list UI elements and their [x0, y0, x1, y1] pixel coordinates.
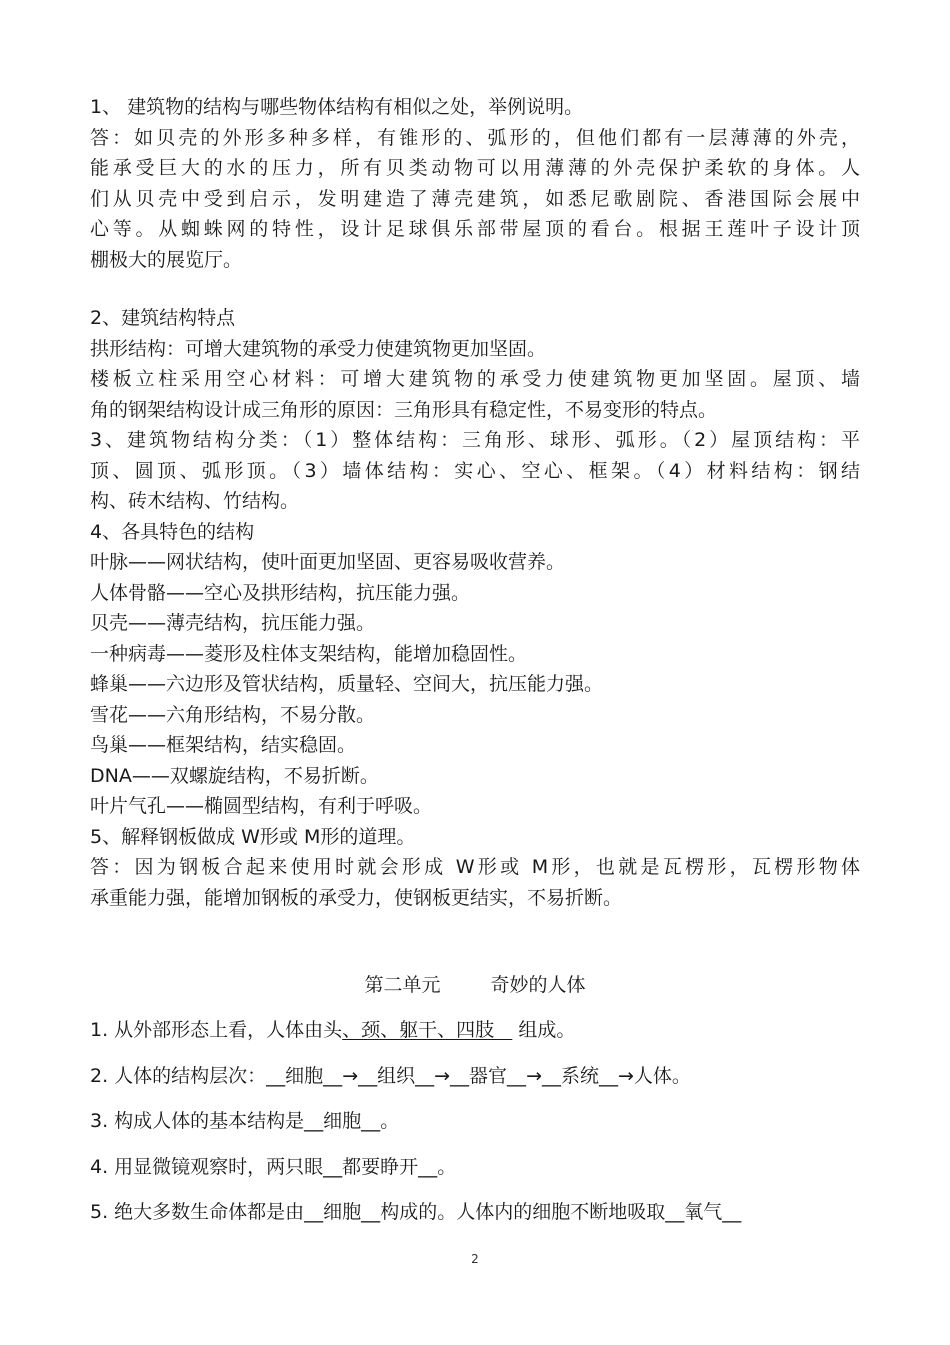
q1-answer-line-4: 心等。从蜘蛛网的特性，设计足球俱乐部带屋顶的看台。根据王莲叶子设计顶: [90, 218, 860, 240]
paragraph-gap: [90, 275, 860, 303]
unit2-q3: [90, 1106, 860, 1136]
q1-title: 1、 建筑物的结构与哪些物体结构有相似之处，举例说明。: [90, 96, 584, 118]
q4-item-snowflake: 雪花——六角形结构，不易分散。: [90, 703, 376, 726]
q4-item-bone: 人体骨骼——空心及拱形结构，抗压能力强。: [90, 581, 471, 604]
unit2-q4: [90, 1152, 860, 1182]
unit2-q2-blank-system: __系统__: [541, 1064, 618, 1087]
q4-item-honeycomb: 蜂巢——六边形及管状结构，质量轻、空间大，抗压能力强。: [90, 673, 604, 695]
unit2-q2-blank-cell: __细胞__: [266, 1064, 343, 1087]
q4-item-birds-nest: 鸟巢——框架结构，结实稳固。: [90, 734, 357, 756]
q3-line-2: 顶、圆顶、弧形顶。（3）墙体结构：实心、空心、框架。（4）材料结构：钢结: [90, 459, 860, 482]
q4-item-shell: 贝壳——薄壳结构，抗压能力强。: [90, 612, 376, 634]
q1-answer-line-1: 答：如贝壳的外形多种多样，有锥形的、弧形的，但他们都有一层薄薄的外壳，: [90, 126, 860, 149]
unit2-q4-suffix: 。: [437, 1155, 457, 1178]
q4-title: 4、各具特色的结构: [90, 520, 255, 543]
unit2-q4-text: 4. 用显微镜观察时，两只眼: [90, 1155, 324, 1178]
unit2-q5-text: 5. 绝大多数生命体都是由: [90, 1201, 305, 1223]
unit2-q1: [90, 1015, 860, 1045]
unit2-q1-blank: 、颈、躯干、四肢: [342, 1019, 513, 1041]
unit2-q1-text: 1. 从外部形态上看，人体由头: [90, 1019, 343, 1041]
unit2-q2-suffix: →人体。: [618, 1064, 691, 1087]
arrow-2: →: [434, 1064, 451, 1087]
q4-item-dna: DNA——双螺旋结构，不易折断。: [90, 764, 379, 787]
unit2-q2: [90, 1061, 860, 1091]
unit2-q5-blank-oxygen: __氧气__: [665, 1201, 742, 1223]
q2-line-2: 楼板立柱采用空心材料：可增大建筑物的承受力使建筑物更加坚固。屋顶、墙: [90, 368, 860, 390]
q5-title: 5、解释钢板做成 W形或 M形的道理。: [90, 825, 416, 848]
unit2-title-number: 第二单元: [364, 974, 441, 996]
unit2-q4-blank: __都要睁开__: [323, 1155, 438, 1178]
arrow-3: →: [526, 1064, 542, 1087]
unit2-q2-blank-organ: __器官__: [450, 1064, 527, 1087]
q3-line-1: 3、建筑物结构分类：（1）整体结构：三角形、球形、弧形。（2）屋顶结构：平: [90, 429, 860, 451]
q5-answer-line-2: 承重能力强，能增加钢板的承受力，使钢板更结实，不易折断。: [90, 886, 623, 909]
q2-title: 2、建筑结构特点: [90, 307, 236, 329]
q5-answer-line-1: 答：因为钢板合起来使用时就会形成 W形或 M形，也就是瓦楞形，瓦楞形物体: [90, 856, 860, 878]
unit1-content: [90, 92, 860, 913]
unit2-q2-blank-tissue: __组织__: [358, 1064, 435, 1087]
unit2-q5-mid: 构成的。人体内的细胞不断地吸取: [380, 1201, 666, 1223]
page-number: 2: [471, 1252, 479, 1266]
q3-line-3: 构、砖木结构、竹结构。: [90, 490, 300, 512]
q2-line-1: 拱形结构：可增大建筑物的承受力使建筑物更加坚固。: [90, 337, 547, 360]
q4-item-leaf-vein: 叶脉——网状结构，使叶面更加坚固、更容易吸收营养。: [90, 551, 566, 573]
unit2-q3-text: 3. 构成人体的基本结构是: [90, 1110, 305, 1132]
unit2-q1-suffix: 组成。: [512, 1019, 576, 1041]
q2-line-3: 角的钢架结构设计成三角形的原因：三角形具有稳定性，不易变形的特点。: [90, 398, 718, 421]
q1-answer-line-2: 能承受巨大的水的压力，所有贝类动物可以用薄薄的外壳保护柔软的身体。人: [90, 157, 860, 179]
unit2-title: [0, 970, 950, 1000]
unit2-q2-text: 2. 人体的结构层次：: [90, 1064, 267, 1087]
unit2-title-name: 奇妙的人体: [490, 974, 586, 996]
unit2-q5: [90, 1197, 860, 1227]
unit2-q3-suffix: 。: [380, 1110, 400, 1132]
unit2-content: [90, 1015, 860, 1243]
q1-answer-line-5: 棚极大的展览厅。: [90, 248, 243, 271]
q4-item-stomata: 叶片气孔——椭圆型结构，有利于呼吸。: [90, 795, 433, 817]
unit2-q3-blank: __细胞__: [304, 1110, 381, 1132]
q4-item-virus: 一种病毒——菱形及柱体支架结构，能增加稳固性。: [90, 642, 528, 665]
unit2-q5-blank-cell: __细胞__: [304, 1201, 381, 1223]
arrow-1: →: [342, 1064, 359, 1087]
q1-answer-line-3: 们从贝壳中受到启示，发明建造了薄壳建筑，如悉尼歌剧院、香港国际会展中: [90, 187, 860, 210]
